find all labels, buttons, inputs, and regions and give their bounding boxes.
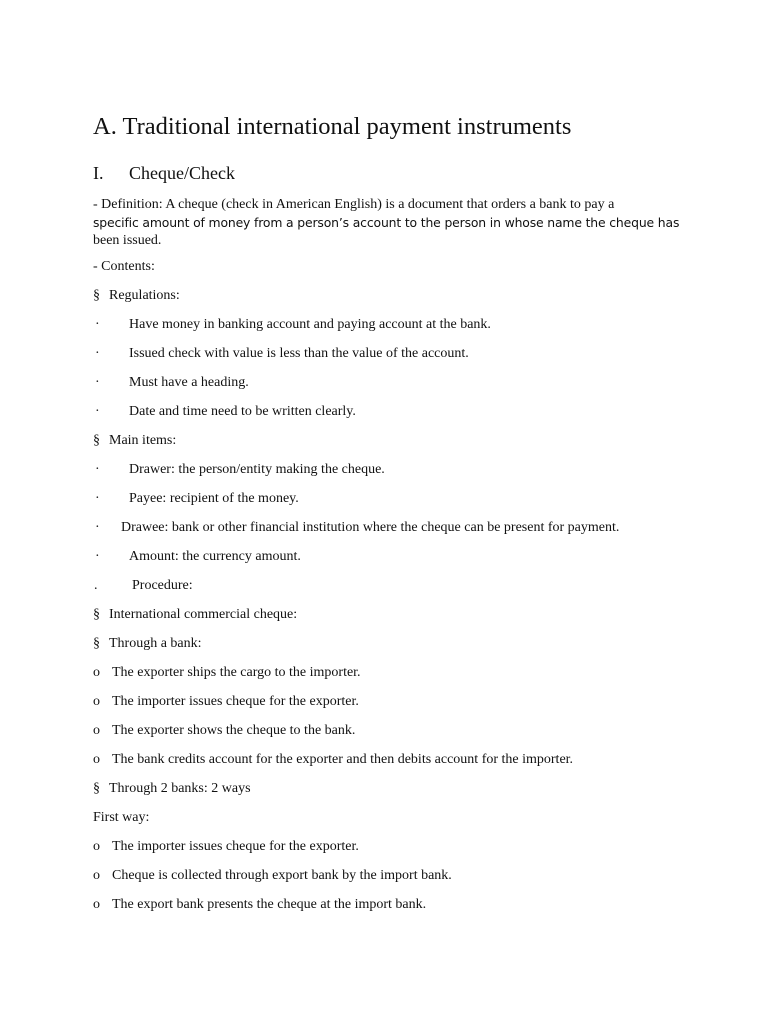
bullet-dot: · xyxy=(95,317,100,332)
procedure-label: Procedure: xyxy=(132,578,193,593)
through-bank-label: Through a bank: xyxy=(109,636,202,651)
section-marker: § xyxy=(93,781,100,796)
list-item: Must have a heading. xyxy=(129,375,249,390)
definition-line: been issued. xyxy=(93,233,162,248)
bullet-circle: o xyxy=(93,665,100,680)
list-item: Issued check with value is less than the value of the account. xyxy=(129,346,469,361)
section-title: Cheque/Check xyxy=(129,163,235,183)
main-items-label: Main items: xyxy=(109,433,177,448)
contents-label: - Contents: xyxy=(93,259,155,274)
bullet-dot: · xyxy=(95,404,100,419)
bullet-dot: · xyxy=(95,346,100,361)
section-heading xyxy=(93,161,235,185)
section-number: I. xyxy=(93,163,104,183)
section-marker: § xyxy=(93,636,100,651)
list-item: Date and time need to be written clearly. xyxy=(129,404,356,419)
bullet-circle: o xyxy=(93,839,100,854)
bullet-dot: · xyxy=(95,462,100,477)
section-marker: § xyxy=(93,288,100,303)
section-marker: § xyxy=(93,607,100,622)
list-item: Drawee: bank or other financial institution where the cheque can be present for payment. xyxy=(121,520,620,535)
bullet-dot: · xyxy=(95,375,100,390)
definition-paragraph xyxy=(93,196,693,250)
bullet-dot: · xyxy=(95,520,100,535)
bullet-dot: · xyxy=(95,549,100,564)
bullet-circle: o xyxy=(93,868,100,883)
definition-line: - Definition: A cheque (check in American English) is a document that orders a bank to pay a xyxy=(93,197,615,212)
list-item: The export bank presents the cheque at the import bank. xyxy=(112,897,427,912)
intl-commercial-label: International commercial cheque: xyxy=(109,607,298,622)
procedure-marker: . xyxy=(94,578,98,593)
list-item: The exporter shows the cheque to the bank. xyxy=(112,723,356,738)
regulations-label: Regulations: xyxy=(109,288,180,303)
page-title: A. Traditional international payment instruments xyxy=(93,113,572,140)
list-item: The importer issues cheque for the exporter. xyxy=(112,839,359,854)
bullet-circle: o xyxy=(93,694,100,709)
list-item: The exporter ships the cargo to the importer. xyxy=(112,665,361,680)
list-item: Drawer: the person/entity making the cheque. xyxy=(129,462,385,477)
list-item: Cheque is collected through export bank by the import bank. xyxy=(112,868,452,883)
through-2-banks-label: Through 2 banks: 2 ways xyxy=(109,781,251,796)
list-item: Have money in banking account and paying account at the bank. xyxy=(129,317,491,332)
list-item: Amount: the currency amount. xyxy=(129,549,301,564)
list-item: The importer issues cheque for the exporter. xyxy=(112,694,359,709)
list-item: The bank credits account for the exporter and then debits account for the importer. xyxy=(112,752,574,767)
list-item: Payee: recipient of the money. xyxy=(129,491,299,506)
definition-line: specific amount of money from a person’s account to the person in whose name the cheque has xyxy=(93,215,680,230)
bullet-circle: o xyxy=(93,897,100,912)
bullet-circle: o xyxy=(93,752,100,767)
bullet-dot: · xyxy=(95,491,100,506)
first-way-label: First way: xyxy=(93,810,150,825)
section-marker: § xyxy=(93,433,100,448)
bullet-circle: o xyxy=(93,723,100,738)
